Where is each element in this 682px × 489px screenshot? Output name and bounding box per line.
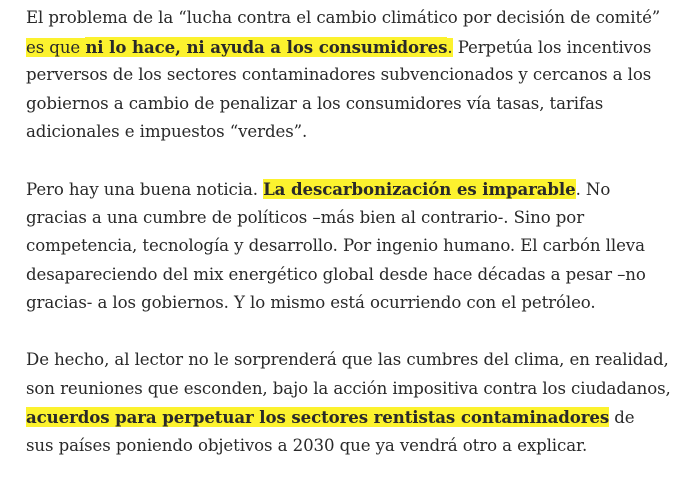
text-segment: son reuniones que esconden, bajo la acción impositiva contra los ciudadanos, bbox=[26, 378, 671, 398]
text-segment: adicionales e impuestos “verdes”. bbox=[26, 122, 308, 141]
text-segment: competencia, tecnología y desarrollo. Por ingenio humano. El carbón lleva bbox=[26, 236, 645, 255]
text-segment: sus países poniendo objetivos a 2030 que ya vendrá otro a explicar. bbox=[26, 435, 588, 455]
text-line bbox=[26, 4, 682, 33]
text-line bbox=[26, 375, 682, 404]
text-line bbox=[26, 175, 682, 204]
text-line bbox=[26, 432, 682, 461]
text-segment: gobiernos a cambio de penalizar a los consumidores vía tasas, tarifas bbox=[26, 93, 604, 113]
text-segment: gracias a una cumbre de políticos –más bien al contrario-. Sino por bbox=[26, 207, 585, 227]
text-segment: Pero hay una buena noticia. bbox=[26, 180, 264, 199]
text-line bbox=[26, 403, 682, 432]
text-line bbox=[26, 346, 682, 375]
text-segment: de bbox=[609, 408, 635, 427]
text-segment: . No bbox=[575, 180, 611, 199]
text-line bbox=[26, 232, 682, 261]
text-line bbox=[26, 204, 682, 233]
text-line bbox=[26, 61, 682, 90]
highlighted-text: . bbox=[447, 37, 453, 57]
text-segment: El problema de la “lucha contra el cambio climático por decisión de comité” bbox=[26, 8, 661, 27]
text-line bbox=[26, 289, 682, 318]
text-line bbox=[26, 90, 682, 119]
text-segment: perversos de los sectores contaminadores subvencionados y cercanos a los bbox=[26, 65, 652, 84]
highlighted-text: acuerdos para perpetuar los sectores rentistas contaminadores bbox=[26, 407, 610, 427]
article-paragraph bbox=[26, 346, 682, 460]
highlighted-text: ni lo hace, ni ayuda a los consumidores bbox=[85, 36, 448, 57]
text-segment: De hecho, al lector no le sorprenderá que las cumbres del clima, en realidad, bbox=[26, 350, 669, 369]
text-line bbox=[26, 33, 682, 62]
text-line bbox=[26, 261, 682, 290]
article-paragraph bbox=[26, 4, 682, 147]
text-segment: gracias- a los gobiernos. Y lo mismo está ocurriendo con el petróleo. bbox=[26, 293, 596, 312]
article-body bbox=[26, 4, 682, 489]
highlighted-text: La descarbonización es imparable bbox=[263, 179, 576, 199]
highlighted-text: es que bbox=[26, 37, 86, 57]
text-line bbox=[26, 118, 682, 147]
text-segment: Perpetúa los incentivos bbox=[452, 37, 652, 57]
text-segment: desapareciendo del mix energético global desde hace décadas a pesar –no bbox=[26, 264, 646, 284]
article-paragraph bbox=[26, 175, 682, 318]
